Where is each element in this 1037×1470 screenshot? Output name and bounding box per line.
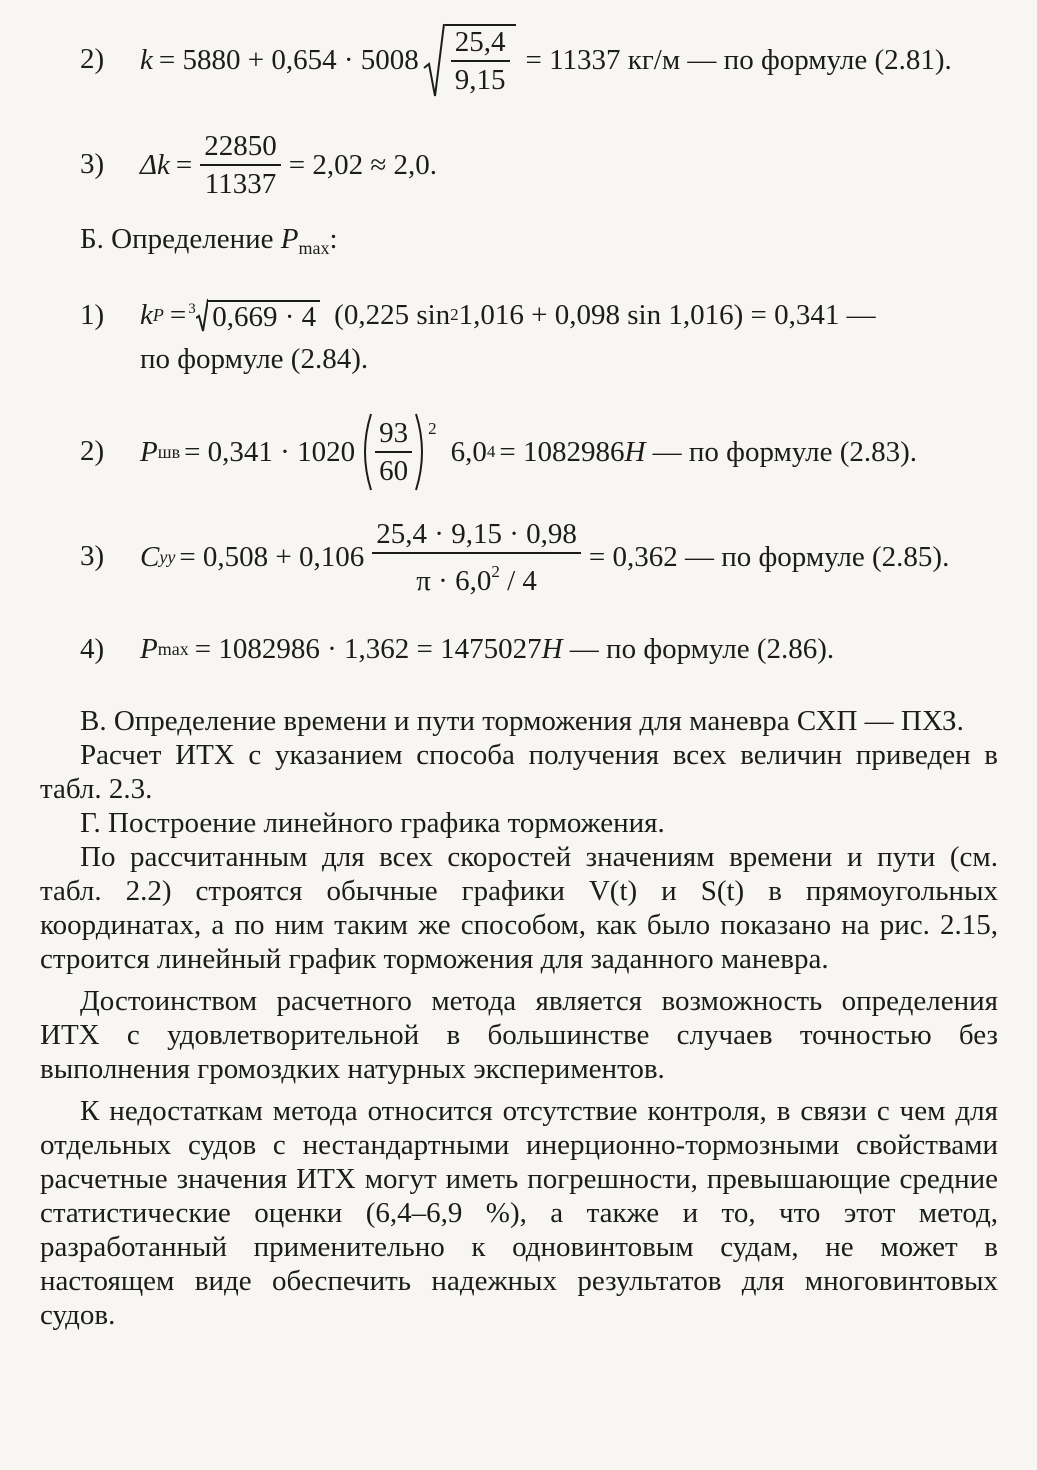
sqrt-glyph-icon	[196, 298, 208, 332]
subscript: P	[152, 305, 164, 325]
formula-number: 2)	[80, 43, 105, 75]
equals-sign: =	[175, 149, 193, 181]
formula-part: 1,016 + 0,098 sin 1,016) = 0,341 —	[458, 299, 876, 331]
paragraph: Г. Построение линейного графика торможения.	[80, 807, 665, 839]
paragraph: По рассчитанным для всех скоростей значениям времени и пути (см. табл. 2.2) строятся обычные графики V(t) и S(t) в прямоугольных координатах, а по ним таким же способом, как было показано на рис. 2.15, строится линейный график торможения для заданного маневра.	[40, 841, 998, 975]
section-b-suffix: :	[329, 223, 338, 255]
fraction-denominator	[412, 554, 541, 597]
subscript: max	[157, 639, 189, 659]
root-radicand: 0,669 · 4	[208, 300, 320, 332]
sqrt-sign	[423, 22, 516, 98]
formula-number: 3)	[80, 540, 105, 572]
section-b-prefix: Б. Определение	[80, 223, 281, 255]
formula-number: 3)	[80, 148, 105, 180]
right-paren-icon	[414, 412, 428, 492]
fraction-denominator: 11337	[204, 168, 277, 200]
var-p: P	[140, 436, 158, 468]
superscript: 4	[486, 442, 496, 461]
formula-part: = 1082986 · 1,362 = 1475027	[194, 633, 542, 665]
subscript: yy	[159, 547, 176, 567]
parenthesized-fraction	[359, 412, 437, 492]
subscript: шв	[157, 442, 181, 462]
equals-sign: =	[169, 299, 187, 331]
formula-reference: — по формуле (2.86).	[562, 633, 835, 665]
superscript: 2	[428, 419, 437, 438]
sqrt-radicand	[445, 24, 516, 96]
section-b-title	[80, 222, 338, 265]
fraction-numerator: 22850	[200, 130, 281, 166]
subscript: max	[298, 238, 330, 258]
var-p: P	[140, 633, 158, 665]
root-index: 3	[188, 301, 196, 317]
paragraph: К недостаткам метода относится отсутствие контроля, в связи с чем для отдельных судов с нестандартными инерционно-тормозными свойствами расчетные значения ИТХ могут иметь погрешности, превышающие средние статистические оценки (6,4–6,9 %), а также и то, что этот метод, разработанный применительно к одновинтовым судам, не может в настоящем виде обеспечить надежных результатов для многовинтовых судов.	[40, 1095, 998, 1331]
formula-body	[140, 410, 917, 494]
body-text	[40, 704, 998, 1332]
formula-part: 6,0	[450, 436, 487, 468]
superscript: 2	[450, 305, 459, 324]
formula-reference: — по формуле (2.83).	[645, 436, 918, 468]
formula-part: (0,225 sin	[334, 299, 451, 331]
denominator-part: / 4	[499, 564, 537, 597]
formula-body	[140, 515, 949, 599]
formula-result: = 2,02 ≈ 2,0.	[288, 149, 438, 181]
formula-result: = 11337 кг/м — по формуле (2.81).	[525, 44, 952, 76]
formula-body	[140, 20, 952, 100]
formula-number: 1)	[80, 299, 105, 331]
var-k: k	[140, 44, 153, 76]
sqrt-glyph-icon	[423, 22, 445, 98]
formula-body	[140, 632, 834, 666]
var-h: H	[624, 436, 646, 468]
fraction	[372, 518, 581, 597]
fraction-numerator: 25,4 · 9,15 · 0,98	[372, 518, 581, 554]
paragraph: Достоинством расчетного метода является возможность определения ИТХ с удовлетворительной в большинстве случаев точностью без выполнения громоздких натурных экспериментов.	[40, 985, 998, 1085]
var-p: P	[280, 223, 299, 255]
var-delta-k: Δk	[140, 149, 170, 181]
fraction	[200, 130, 281, 200]
formula-part: = 1082986	[499, 436, 625, 468]
fraction-denominator: 60	[379, 455, 409, 487]
formula-number: 4)	[80, 633, 105, 665]
formula-reference: по формуле (2.84).	[140, 343, 369, 375]
left-paren-icon	[359, 412, 373, 492]
var-c: C	[140, 541, 160, 573]
var-k: k	[140, 299, 153, 331]
paragraph: Расчет ИТХ с указанием способа получения всех величин приведен в табл. 2.3.	[40, 739, 998, 805]
formula-body	[140, 298, 876, 332]
formula-part: = 0,341 · 1020	[184, 436, 356, 468]
formula-expr: = 5880 + 0,654 · 5008	[158, 44, 419, 76]
formula-part: = 0,508 + 0,106	[179, 541, 365, 573]
formula-number: 2)	[80, 435, 105, 467]
fraction-denominator: 9,15	[454, 64, 506, 96]
var-h: H	[541, 633, 563, 665]
fraction-numerator: 25,4	[451, 26, 510, 62]
denominator-part: π · 6,0	[416, 564, 492, 597]
cube-root	[188, 298, 320, 333]
formula-result: = 0,362 — по формуле (2.85).	[588, 541, 950, 573]
fraction	[451, 26, 510, 96]
paragraph: В. Определение времени и пути торможения для маневра СХП — ПХЗ.	[80, 705, 964, 737]
fraction-numerator: 93	[375, 417, 412, 453]
formula-body	[140, 125, 437, 205]
fraction	[375, 417, 412, 487]
superscript: 2	[491, 561, 500, 581]
